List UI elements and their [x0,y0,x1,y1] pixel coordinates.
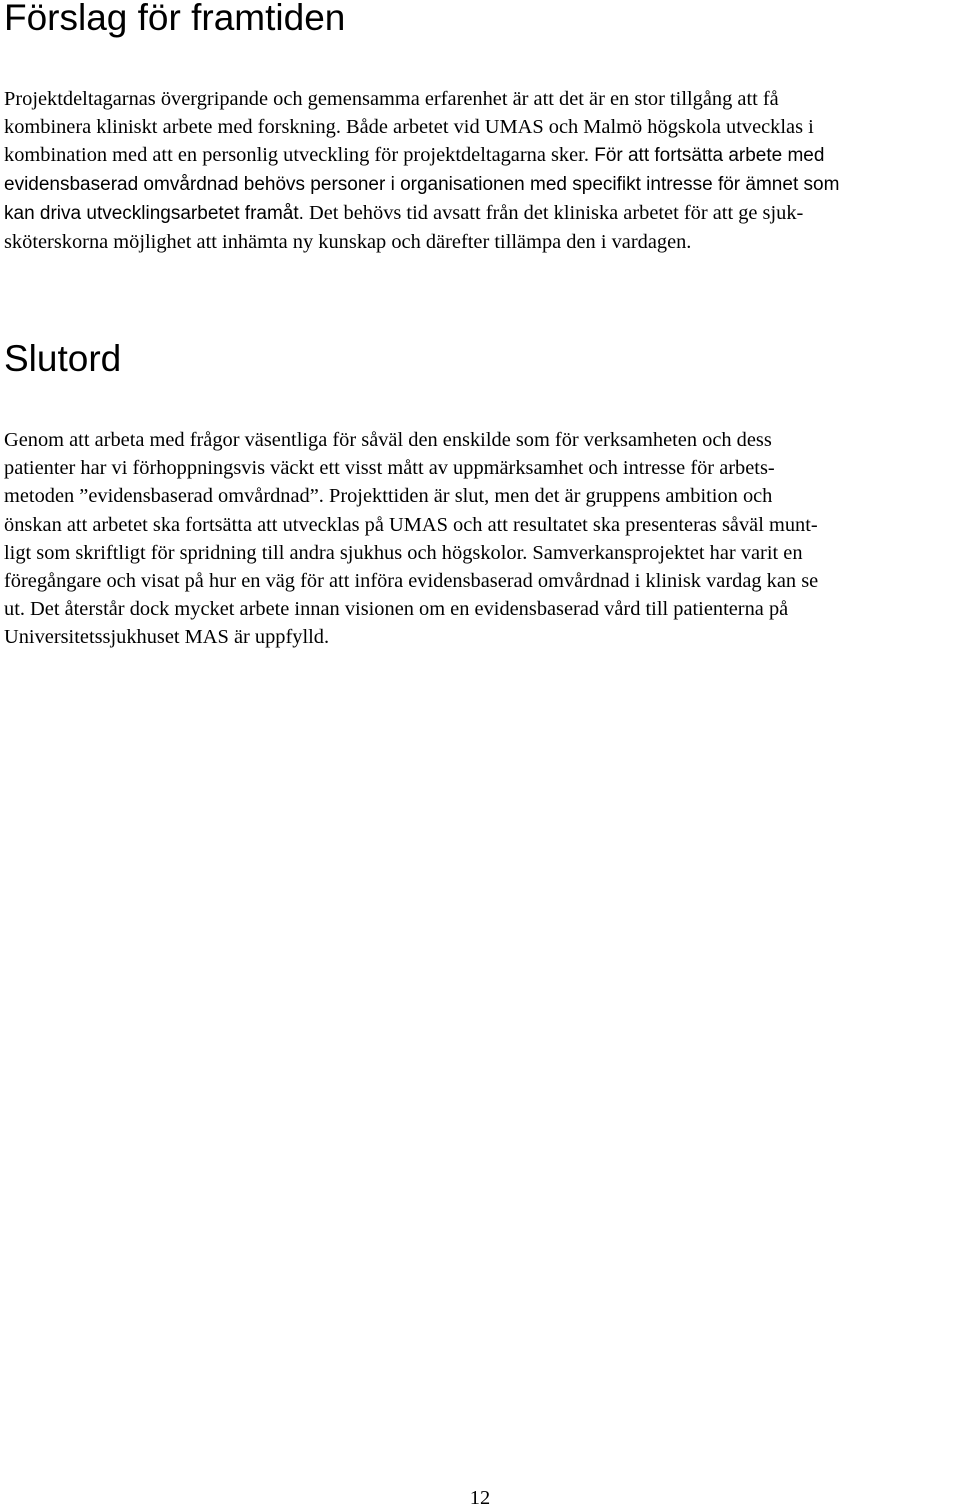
page-number: 12 [469,1487,491,1509]
text-line: metoden ”evidensbaserad omvårdnad”. Projekttiden är slut, men det är gruppens ambition och [4,485,773,508]
text-line [4,199,956,228]
text-fragment: Det behövs tid avsatt från det kliniska arbetet för att ge sjuk- [303,201,804,224]
text-line [4,141,956,170]
text-line: kombinera kliniskt arbete med forskning. Både arbetet vid UMAS och Malmö högskola utvecklas i [4,116,814,139]
paragraph-forslag [4,85,956,256]
text-fragment: För att fortsätta arbete med [588,145,825,167]
text-fragment: kombination med att en personlig utveckling för projektdeltagarna sker. [4,144,589,167]
text-line: ligt som skriftligt för spridning till andra sjukhus och högskolor. Samverkansprojektet har varit en [4,541,803,564]
text-line: ut. Det återstår dock mycket arbete innan visionen om en evidensbaserad vård till patienterna på [4,598,789,621]
paragraph-slutord [4,426,956,652]
text-line: sköterskorna möjlighet att inhämta ny kunskap och därefter tillämpa den i vardagen. [4,231,692,254]
text-line: patienter har vi förhoppningsvis väckt ett visst mått av uppmärksamhet och intresse för arbets- [4,457,775,480]
section-heading-forslag: Förslag för framtiden [4,0,346,38]
text-line: Universitetssjukhuset MAS är uppfylld. [4,626,330,649]
text-line: evidensbaserad omvårdnad behövs personer i organisationen med specifikt intresse för ämnet som [4,173,840,195]
section-heading-slutord: Slutord [4,338,122,379]
text-line: önskan att arbetet ska fortsätta att utvecklas på UMAS och att resultatet ska presenteras såväl munt- [4,513,818,536]
text-line: Projektdeltagarnas övergripande och gemensamma erfarenhet är att det är en stor tillgång att få [4,88,779,110]
text-line: Genom att arbeta med frågor väsentliga för såväl den enskilde som för verksamheten och dess [4,429,772,451]
text-line: föregångare och visat på hur en väg för att införa evidensbaserad omvårdnad i klinisk vardag kan se [4,570,819,593]
text-fragment: kan driva utvecklingsarbetet framåt. [4,202,304,224]
